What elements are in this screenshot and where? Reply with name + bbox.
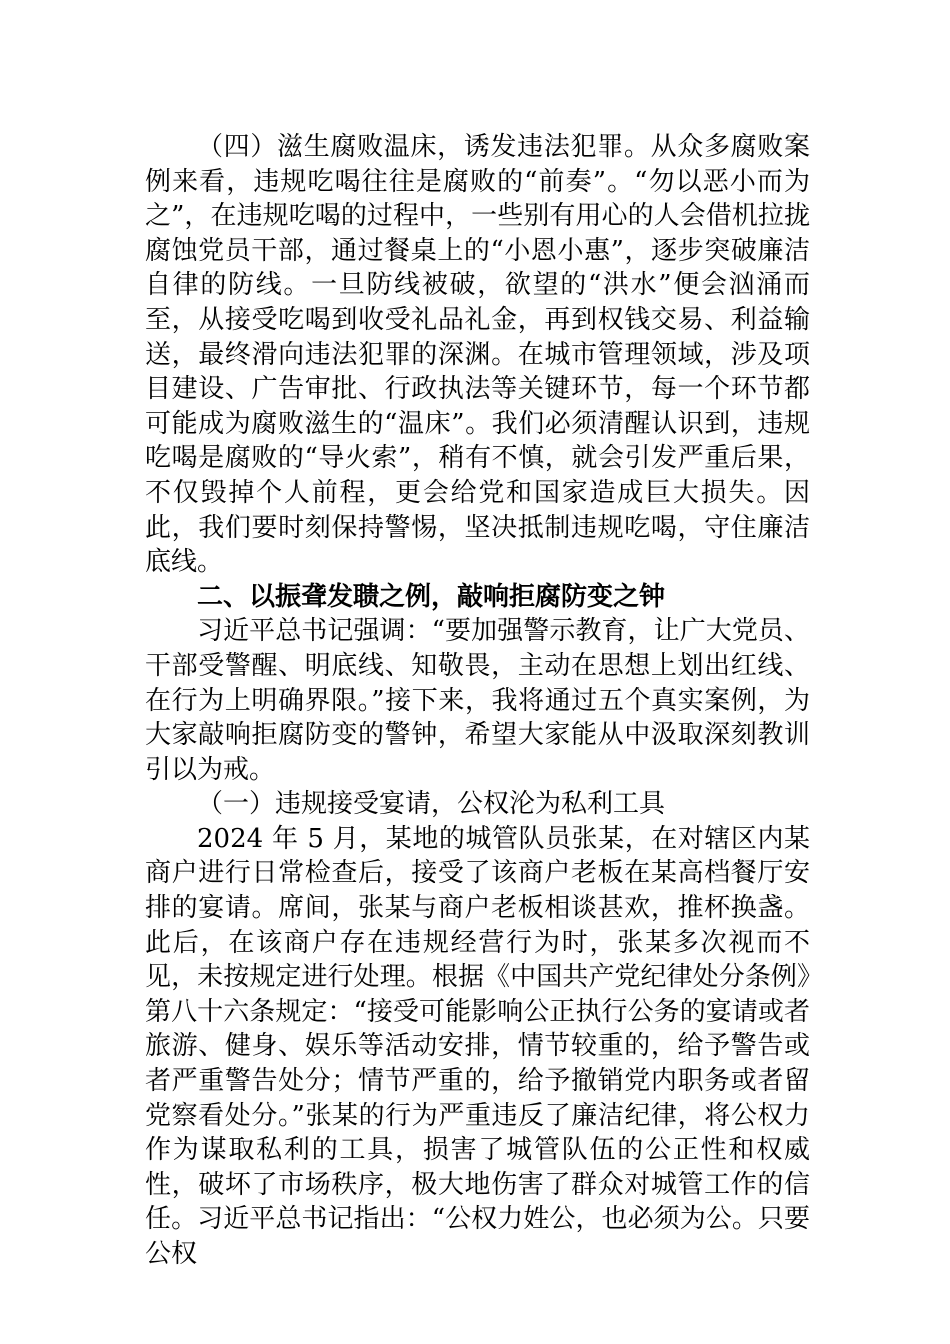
document-body [145,130,810,1272]
paragraph-case-zhang: 2024 年 5 月，某地的城管队员张某，在对辖区内某商户进行日常检查后，接受了该商户老板在某高档餐厅安排的宴请。席间，张某与商户老板相谈甚欢，推杯换盏。此后，在该商户存在违规经营行为时，张某多次视而不见，未按规定进行处理。根据《中国共产党纪律处分条例》第八十六条规定：“接受可能影响公正执行公务的宴请或者旅游、健身、娱乐等活动安排，情节较重的，给予警告或者严重警告处分；情节严重的，给予撤销党内职务或者留党察看处分。”张某的行为严重违反了廉洁纪律，将公权力作为谋取私利的工具，损害了城管队伍的公正性和权威性，破坏了市场秩序，极大地伤害了群众对城管工作的信任。习近平总书记指出：“公权力姓公，也必须为公。只要公权 [145,823,810,1269]
paragraph-xi-quote-warning-education: 习近平总书记强调：“要加强警示教育，让广大党员、干部受警醒、明底线、知敬畏，主动在思想上划出红线、在行为上明确界限。”接下来，我将通过五个真实案例，为大家敲响拒腐防变的警钟，希望大家能从中汲取深刻教训引以为戒。 [145,616,810,785]
section-heading-two: 二、以振聋发聩之例，敲响拒腐防变之钟 [197,581,666,612]
paragraph-corruption-hotbed: （四）滋生腐败温床，诱发违法犯罪。从众多腐败案例来看，违规吃喝往往是腐败的“前奏”。“勿以恶小而为之”，在违规吃喝的过程中，一些别有用心的人会借机拉拢腐蚀党员干部，通过餐桌上的“小恩小惠”，逐步突破廉洁自律的防线。一旦防线被破，欲望的“洪水”便会汹涌而至，从接受吃喝到收受礼品礼金，再到权钱交易、利益输送，最终滑向违法犯罪的深渊。在城市管理领域，涉及项目建设、广告审批、行政执法等关键环节，每一个环节都可能成为腐败滋生的“温床”。我们必须清醒认识到，违规吃喝是腐败的“导火索”，稍有不慎，就会引发严重后果，不仅毁掉个人前程，更会给党和国家造成巨大损失。因此，我们要时刻保持警惕，坚决抵制违规吃喝，守住廉洁底线。 [145,132,810,578]
subsection-heading-one: （一）违规接受宴请，公权沦为私利工具 [197,789,666,820]
